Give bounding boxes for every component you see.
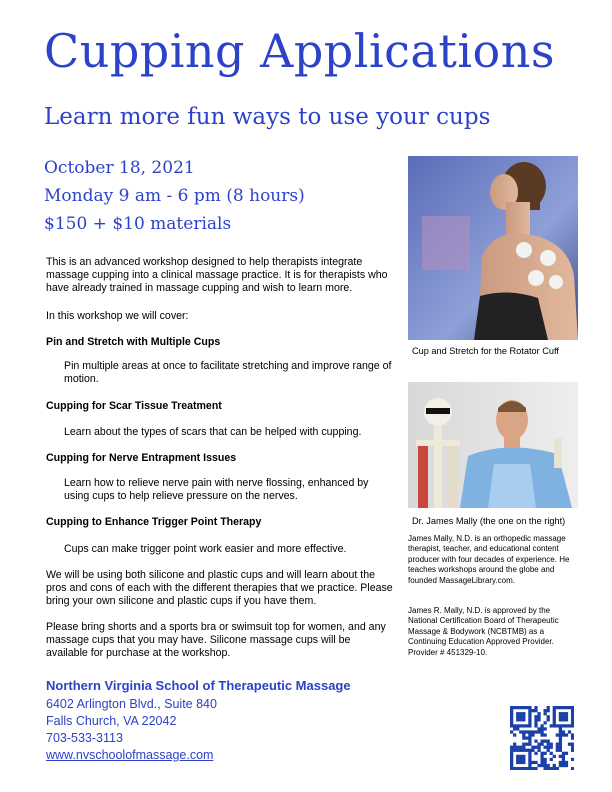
topic-heading: Cupping for Nerve Entrapment Issues xyxy=(46,452,237,464)
topic-heading: Cupping for Scar Tissue Treatment xyxy=(46,400,222,412)
cover-intro: In this workshop we will cover: xyxy=(46,310,189,322)
instructor-photo xyxy=(408,382,578,508)
cupping-photo-caption: Cup and Stretch for the Rotator Cuff xyxy=(412,346,559,356)
school-name: Northern Virginia School of Therapeutic Massage xyxy=(46,678,351,693)
event-price: $150 + $10 materials xyxy=(44,214,232,234)
page-title: Cupping Applications xyxy=(44,24,555,78)
school-phone: 703-533-3113 xyxy=(46,731,123,745)
closing-paragraph: Please bring shorts and a sports bra or swimsuit top for women, and any massage cups that you may have. Silicone massage cups will be available for purchase at the workshop. xyxy=(46,621,386,660)
topic-text: Learn how to relieve nerve pain with nerve flossing, enhanced by using cups to help relieve pressure on the nerves. xyxy=(64,477,369,503)
provider-approval-text: James R. Mally, N.D. is approved by the National Certification Board of Therapeutic Massage & Bodywork (NCBTMB) as a Continuing Education Approved Provider. Provider # 451329-10. xyxy=(408,606,559,657)
page-subtitle: Learn more fun ways to use your cups xyxy=(44,104,491,130)
cupping-photo xyxy=(408,156,578,340)
topic-heading: Cupping to Enhance Trigger Point Therapy xyxy=(46,516,262,528)
topic-text: Learn about the types of scars that can be helped with cupping. xyxy=(64,426,362,438)
topic-heading: Pin and Stretch with Multiple Cups xyxy=(46,336,221,348)
topic-text: Cups can make trigger point work easier and more effective. xyxy=(64,543,347,555)
qr-code[interactable] xyxy=(510,706,574,770)
school-address-line1: 6402 Arlington Blvd., Suite 840 xyxy=(46,697,217,711)
closing-paragraph: We will be using both silicone and plastic cups and will learn about the pros and cons of each with the different therapies that we practice. Please bring your own silicone and plastic cups if you have them. xyxy=(46,569,393,608)
topic-text: Pin multiple areas at once to facilitate stretching and improve range of motion. xyxy=(64,360,392,386)
event-date: October 18, 2021 xyxy=(44,158,195,178)
instructor-photo-caption: Dr. James Mally (the one on the right) xyxy=(412,516,566,526)
event-time: Monday 9 am - 6 pm (8 hours) xyxy=(44,186,305,206)
instructor-bio: James Mally, N.D. is an orthopedic massage therapist, teacher, and educational content producer with four decades of experience. He teaches workshops around the globe and founded MassageLibrary.com. xyxy=(408,534,570,585)
school-address-line2: Falls Church, VA 22042 xyxy=(46,714,177,728)
intro-paragraph: This is an advanced workshop designed to help therapists integrate massage cupping into a clinical massage practice. It is for therapists who have already trained in massage cupping and wish to learn more. xyxy=(46,256,388,295)
school-website-link[interactable]: www.nvschoolofmassage.com xyxy=(46,748,214,762)
